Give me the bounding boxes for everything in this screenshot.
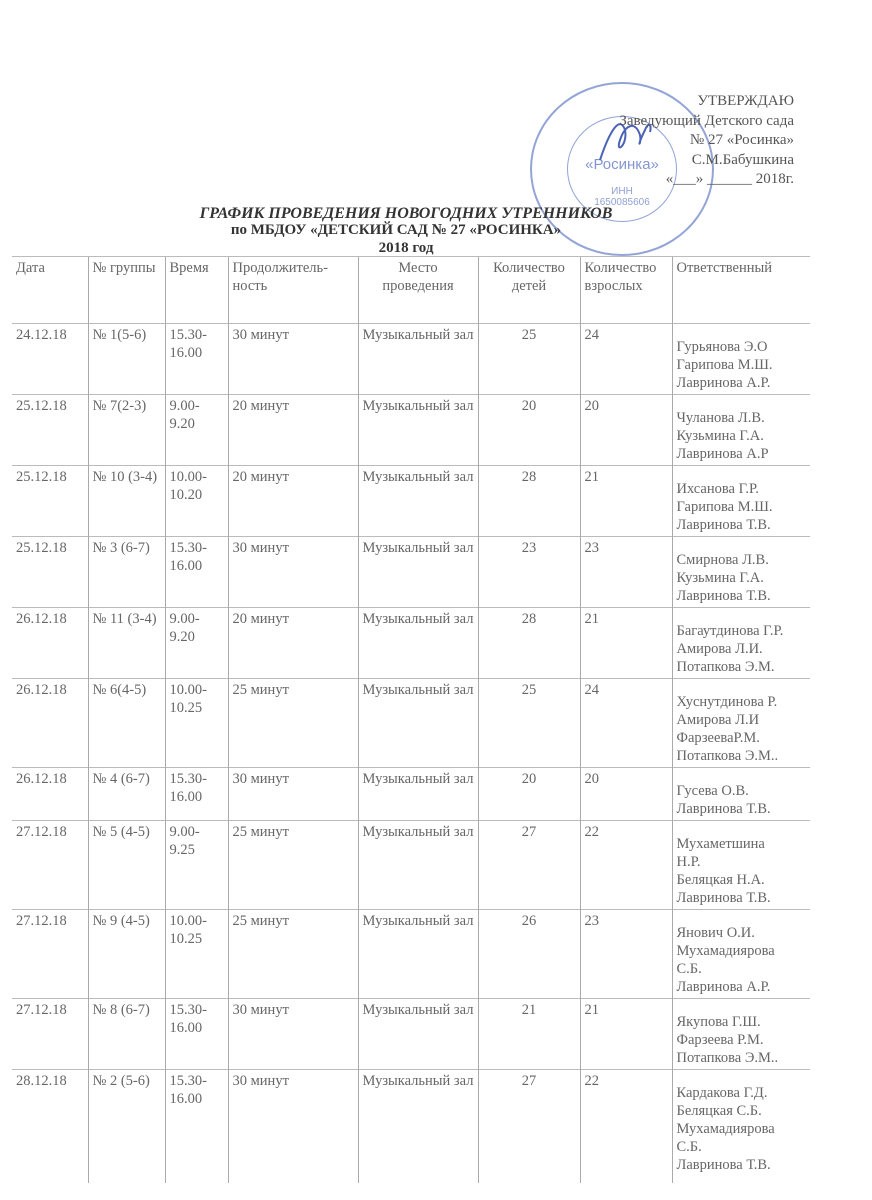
cell-place: Музыкальный зал: [358, 466, 478, 537]
cell-adults: 20: [580, 395, 672, 466]
cell-adults: 21: [580, 466, 672, 537]
cell-date: 26.12.18: [12, 608, 88, 679]
cell-responsible: Багаутдинова Г.Р. Амирова Л.И. Потапкова Э.М.: [672, 608, 810, 679]
table-row: [12, 679, 810, 768]
cell-date: 28.12.18: [12, 1070, 88, 1183]
approval-signatory: С.М.Бабушкина: [691, 151, 794, 168]
column-header: № группы: [88, 257, 165, 324]
cell-time: 9.00-9.20: [165, 395, 228, 466]
cell-place: Музыкальный зал: [358, 1070, 478, 1183]
cell-duration: 20 минут: [228, 466, 358, 537]
cell-time: 15.30-16.00: [165, 999, 228, 1070]
table-row: [12, 608, 810, 679]
cell-time: 9.00-9.25: [165, 821, 228, 910]
cell-group: № 10 (3-4): [88, 466, 165, 537]
cell-date: 26.12.18: [12, 768, 88, 821]
cell-duration: 25 минут: [228, 679, 358, 768]
cell-place: Музыкальный зал: [358, 910, 478, 999]
cell-children: 25: [478, 324, 580, 395]
cell-responsible: Мухаметшина Н.Р. Беляцкая Н.А. Лавринова Т.В.: [672, 821, 810, 910]
column-header: Количество взрослых: [580, 257, 672, 324]
cell-adults: 23: [580, 910, 672, 999]
cell-date: 24.12.18: [12, 324, 88, 395]
cell-time: 9.00-9.20: [165, 608, 228, 679]
column-header: Продолжитель-ность: [228, 257, 358, 324]
cell-responsible: Смирнова Л.В. Кузьмина Г.А. Лавринова Т.В.: [672, 537, 810, 608]
column-header: Время: [165, 257, 228, 324]
cell-children: 20: [478, 395, 580, 466]
cell-date: 26.12.18: [12, 679, 88, 768]
cell-adults: 24: [580, 679, 672, 768]
cell-duration: 30 минут: [228, 537, 358, 608]
cell-responsible: Гусева О.В. Лавринова Т.В.: [672, 768, 810, 821]
cell-children: 28: [478, 608, 580, 679]
cell-duration: 30 минут: [228, 768, 358, 821]
cell-group: № 1(5-6): [88, 324, 165, 395]
table-row: [12, 537, 810, 608]
cell-time: 10.00-10.25: [165, 679, 228, 768]
cell-place: Музыкальный зал: [358, 999, 478, 1070]
cell-children: 23: [478, 537, 580, 608]
cell-children: 27: [478, 821, 580, 910]
cell-time: 15.30-16.00: [165, 768, 228, 821]
cell-adults: 22: [580, 1070, 672, 1183]
cell-group: № 11 (3-4): [88, 608, 165, 679]
approval-org: № 27 «Росинка»: [689, 132, 794, 148]
table-row: [12, 821, 810, 910]
table-row: [12, 1070, 810, 1183]
column-header: Количество детей: [478, 257, 580, 324]
table-row: [12, 395, 810, 466]
cell-responsible: Гурьянова Э.О Гарипова М.Ш. Лавринова А.Р.: [672, 324, 810, 395]
approval-date: «___» ______ 2018г.: [665, 171, 794, 187]
cell-group: № 6(4-5): [88, 679, 165, 768]
cell-time: 10.00-10.25: [165, 910, 228, 999]
cell-children: 27: [478, 1070, 580, 1183]
cell-group: № 4 (6-7): [88, 768, 165, 821]
cell-adults: 21: [580, 608, 672, 679]
cell-place: Музыкальный зал: [358, 679, 478, 768]
cell-place: Музыкальный зал: [358, 768, 478, 821]
cell-adults: 20: [580, 768, 672, 821]
cell-group: № 7(2-3): [88, 395, 165, 466]
cell-duration: 25 минут: [228, 910, 358, 999]
stamp-inn: ИНН 1650085606: [594, 186, 650, 208]
cell-place: Музыкальный зал: [358, 324, 478, 395]
cell-duration: 20 минут: [228, 395, 358, 466]
approval-position: Заведующий Детского сада: [619, 112, 794, 129]
document-title: ГРАФИК ПРОВЕДЕНИЯ НОВОГОДНИХ УТРЕННИКОВ: [199, 205, 613, 222]
schedule-table: [12, 256, 810, 1183]
cell-duration: 20 минут: [228, 608, 358, 679]
cell-children: 21: [478, 999, 580, 1070]
column-header: Место проведения: [358, 257, 478, 324]
cell-duration: 30 минут: [228, 999, 358, 1070]
document-year: 2018 год: [378, 240, 434, 256]
cell-adults: 22: [580, 821, 672, 910]
column-header: Ответственный: [672, 257, 810, 324]
cell-children: 25: [478, 679, 580, 768]
approval-block: [619, 92, 794, 190]
cell-date: 25.12.18: [12, 466, 88, 537]
cell-time: 15.30-16.00: [165, 537, 228, 608]
cell-group: № 8 (6-7): [88, 999, 165, 1070]
cell-place: Музыкальный зал: [358, 608, 478, 679]
cell-time: 10.00-10.20: [165, 466, 228, 537]
cell-group: № 3 (6-7): [88, 537, 165, 608]
cell-place: Музыкальный зал: [358, 395, 478, 466]
cell-children: 20: [478, 768, 580, 821]
table-header-row: [12, 257, 810, 324]
cell-group: № 9 (4-5): [88, 910, 165, 999]
cell-responsible: Кардакова Г.Д. Беляцкая С.Б. Мухамадиярова С.Б. Лавринова Т.В.: [672, 1070, 810, 1183]
cell-adults: 21: [580, 999, 672, 1070]
cell-date: 27.12.18: [12, 910, 88, 999]
cell-children: 26: [478, 910, 580, 999]
cell-place: Музыкальный зал: [358, 537, 478, 608]
table-row: [12, 999, 810, 1070]
cell-adults: 24: [580, 324, 672, 395]
table-row: [12, 324, 810, 395]
cell-group: № 5 (4-5): [88, 821, 165, 910]
cell-date: 27.12.18: [12, 999, 88, 1070]
cell-place: Музыкальный зал: [358, 821, 478, 910]
cell-responsible: Якупова Г.Ш. Фарзеева Р.М. Потапкова Э.М..: [672, 999, 810, 1070]
cell-group: № 2 (5-6): [88, 1070, 165, 1183]
cell-responsible: Хуснутдинова Р. Амирова Л.И ФарзееваР.М. Потапкова Э.М..: [672, 679, 810, 768]
cell-duration: 30 минут: [228, 1070, 358, 1183]
cell-responsible: Ихсанова Г.Р. Гарипова М.Ш. Лавринова Т.В.: [672, 466, 810, 537]
table-row: [12, 910, 810, 999]
stamp-name: «Росинка»: [585, 156, 659, 173]
table-row: [12, 768, 810, 821]
cell-date: 27.12.18: [12, 821, 88, 910]
cell-time: 15.30-16.00: [165, 324, 228, 395]
cell-adults: 23: [580, 537, 672, 608]
document-subtitle: по МБДОУ «ДЕТСКИЙ САД № 27 «РОСИНКА»: [230, 222, 562, 238]
cell-responsible: Чуланова Л.В. Кузьмина Г.А. Лавринова А.Р: [672, 395, 810, 466]
column-header: Дата: [12, 257, 88, 324]
cell-children: 28: [478, 466, 580, 537]
cell-date: 25.12.18: [12, 537, 88, 608]
cell-duration: 25 минут: [228, 821, 358, 910]
cell-date: 25.12.18: [12, 395, 88, 466]
cell-responsible: Янович О.И. Мухамадиярова С.Б. Лавринова А.Р.: [672, 910, 810, 999]
table-row: [12, 466, 810, 537]
cell-time: 15.30-16.00: [165, 1070, 228, 1183]
approval-heading: УТВЕРЖДАЮ: [697, 93, 794, 109]
cell-duration: 30 минут: [228, 324, 358, 395]
